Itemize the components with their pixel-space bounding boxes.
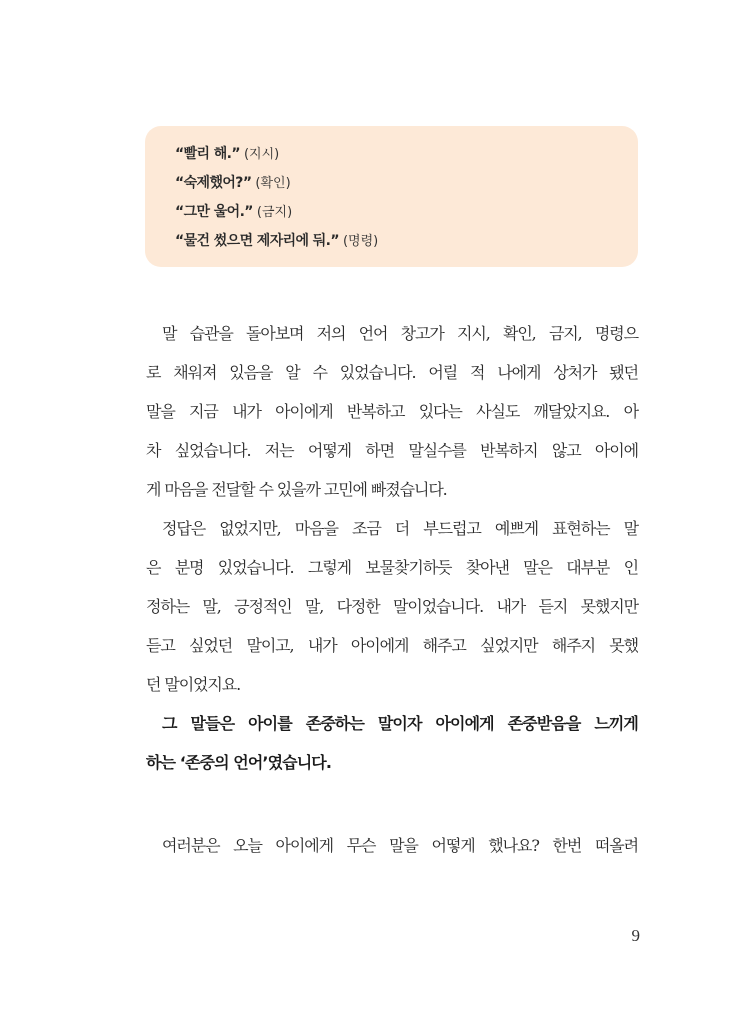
quote-text: “숙제했어?” — [175, 175, 252, 191]
example-quote-check — [175, 169, 638, 198]
body-line: 정답은 없었지만, 마음을 조금 더 부드럽고 예쁘게 표현하는 말 — [162, 519, 638, 538]
quote-category: (금지) — [256, 205, 293, 220]
quote-category: (확인) — [255, 176, 291, 191]
quote-category: (지시) — [243, 147, 280, 162]
body-line: 말 습관을 돌아보며 저의 언어 창고가 지시, 확인, 금지, 명령으 — [162, 324, 638, 343]
emphasis-line: 하는 ‘존중의 언어’였습니다. — [146, 753, 331, 772]
body-line: 은 분명 있었습니다. 그렇게 보물찾기하듯 찾아낸 말은 대부분 인 — [146, 558, 638, 577]
body-line: 듣고 싶었던 말이고, 내가 아이에게 해주고 싶었지만 해주지 못했 — [146, 636, 638, 655]
emphasis-line: 그 말들은 아이를 존중하는 말이자 아이에게 존중받음을 느끼게 — [162, 714, 638, 733]
page-number: 9 — [631, 926, 640, 945]
body-text — [146, 314, 638, 865]
quote-text: “그만 울어.” — [175, 204, 253, 220]
example-quote-directive — [175, 140, 638, 169]
quote-category: (명령) — [342, 234, 379, 249]
quote-text: “빨리 해.” — [175, 146, 240, 162]
example-quotes-box — [145, 126, 638, 267]
example-quote-prohibition — [175, 198, 638, 227]
body-line: 로 채워져 있음을 알 수 있었습니다. 어릴 적 나에게 상처가 됐던 — [146, 363, 638, 382]
quote-text: “물건 썼으면 제자리에 둬.” — [175, 233, 339, 249]
body-line: 게 마음을 전달할 수 있을까 고민에 빠졌습니다. — [146, 480, 447, 499]
body-line: 던 말이었지요. — [146, 675, 241, 694]
example-quote-command — [175, 227, 638, 256]
body-line: 말을 지금 내가 아이에게 반복하고 있다는 사실도 깨달았지요. 아 — [146, 402, 638, 421]
body-line: 여러분은 오늘 아이에게 무슨 말을 어떻게 했나요? 한번 떠올려 — [162, 836, 638, 855]
body-line: 차 싶었습니다. 저는 어떻게 하면 말실수를 반복하지 않고 아이에 — [146, 441, 638, 460]
paragraph-gap — [146, 782, 638, 826]
body-line: 정하는 말, 긍정적인 말, 다정한 말이었습니다. 내가 듣지 못했지만 — [146, 597, 638, 616]
